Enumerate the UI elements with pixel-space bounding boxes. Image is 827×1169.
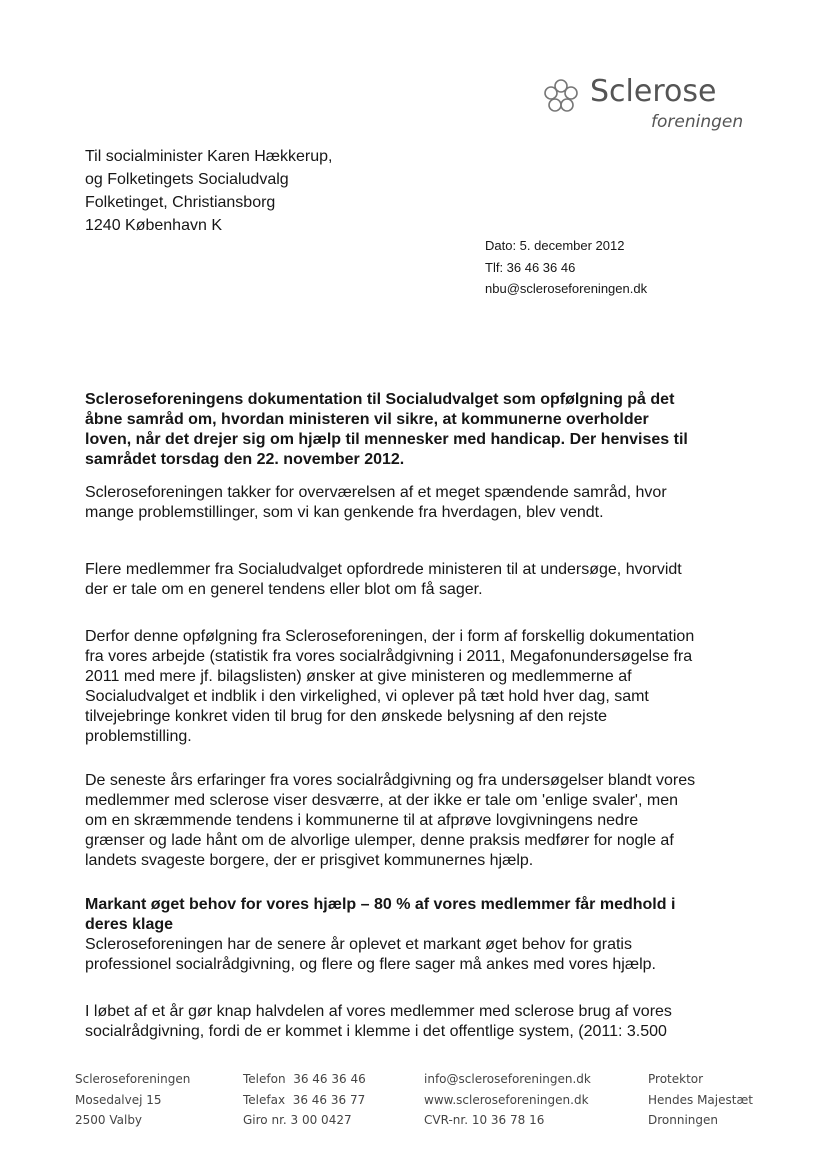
text-line: Flere medlemmer fra Socialudvalget opfordrede ministeren til at undersøge, hvorvidt	[85, 561, 682, 578]
text-line: medlemmer med sclerose viser desværre, at der ikke er tale om 'enlige svaler', men	[85, 792, 678, 809]
address-line: 1240 København K	[85, 217, 222, 234]
text-line: Scleroseforeningens dokumentation til Socialudvalget som opfølgning på det	[85, 391, 675, 408]
address-line: og Folketingets Socialudvalg	[85, 171, 289, 188]
text-line: fra vores arbejde (statistik fra vores socialrådgivning i 2011, Megafonundersøgelse fra	[85, 648, 693, 665]
text-line: tilvejebringe konkret viden til brug for den ønskede belysning af den rejste	[85, 708, 608, 725]
text-line: om en skræmmende tendens i kommunerne til at afprøve lovgivningens nedre	[85, 812, 639, 829]
email: nbu@scleroseforeningen.dk	[485, 281, 648, 296]
text-line: Markant øget behov for vores hjælp – 80 % af vores medlemmer får medhold i	[85, 896, 676, 913]
text-line: Scleroseforeningen har de senere år oplevet et markant øget behov for gratis	[85, 936, 632, 953]
text-line: mange problemstillinger, som vi kan genkende fra hverdagen, blev vendt.	[85, 504, 604, 521]
footer-line: CVR-nr. 10 36 78 16	[424, 1113, 545, 1127]
text-line: samrådet torsdag den 22. november 2012.	[85, 451, 405, 468]
date: Dato: 5. december 2012	[485, 238, 625, 253]
footer-line: Protektor	[648, 1072, 704, 1086]
footer-line: Giro nr. 3 00 0427	[243, 1113, 352, 1127]
text-line: landets svageste borgere, der er prisgivet kommunernes hjælp.	[85, 852, 534, 869]
logo-title: Sclerose	[590, 74, 717, 109]
text-line: I løbet af et år gør knap halvdelen af vores medlemmer med sclerose brug af vores	[85, 1003, 672, 1020]
paragraph-3	[85, 627, 694, 747]
paragraph-5	[85, 935, 656, 975]
footer-line: Telefon 36 46 36 46	[243, 1072, 366, 1086]
footer-email: info@scleroseforeningen.dk	[424, 1072, 591, 1086]
text-line: loven, når det drejer sig om hjælp til mennesker med handicap. Der henvises til	[85, 431, 688, 448]
footer-line: Telefax 36 46 36 77	[243, 1092, 366, 1107]
footer-contact	[424, 1069, 591, 1131]
paragraph-4	[85, 771, 695, 871]
text-line: der er tale om en generel tendens eller blot om få sager.	[85, 581, 483, 598]
footer-address	[75, 1069, 190, 1131]
text-line: professionel socialrådgivning, og flere og flere sager må ankes med vores hjælp.	[85, 956, 656, 973]
footer-protector	[648, 1069, 753, 1131]
address-line: Folketinget, Christiansborg	[85, 194, 276, 211]
section-subheading	[85, 895, 675, 935]
recipient-address	[85, 145, 332, 237]
text-line: Scleroseforeningen takker for overværelsen af et meget spændende samråd, hvor	[85, 484, 667, 501]
text-line: 2011 med mere jf. bilagslisten) ønsker at give ministeren og medlemmerne af	[85, 668, 632, 685]
footer-line: 2500 Valby	[75, 1113, 143, 1127]
paragraph-1	[85, 483, 667, 523]
text-line: problemstilling.	[85, 728, 192, 745]
footer-line: Mosedalvej 15	[75, 1092, 162, 1107]
text-line: åbne samråd om, hvordan ministeren vil sikre, at kommunerne overholder	[85, 411, 649, 428]
letter-meta	[485, 235, 647, 300]
footer-line: Dronningen	[648, 1113, 719, 1127]
address-line: Til socialminister Karen Hækkerup,	[85, 148, 333, 165]
text-line: Socialudvalget et indblik i den virkelighed, vi oplever på tæt hold hver dag, samt	[85, 688, 649, 705]
paragraph-2	[85, 560, 682, 600]
footer-line: Hendes Majestæt	[648, 1092, 753, 1107]
footer-phone	[243, 1069, 366, 1131]
text-line: Derfor denne opfølgning fra Scleroseforeningen, der i form af forskellig dokumentation	[85, 628, 695, 645]
phone: Tlf: 36 46 36 46	[485, 259, 576, 275]
letter-heading	[85, 390, 688, 470]
paragraph-6	[85, 1002, 672, 1042]
footer-line: Scleroseforeningen	[75, 1072, 191, 1086]
flower-knot-icon	[540, 76, 582, 118]
text-line: socialrådgivning, fordi de er kommet i klemme i det offentlige system, (2011: 3.500	[85, 1023, 667, 1040]
text-line: De seneste års erfaringer fra vores socialrådgivning og fra undersøgelser blandt vores	[85, 772, 696, 789]
text-line: deres klage	[85, 916, 174, 933]
footer-website: www.scleroseforeningen.dk	[424, 1092, 589, 1107]
logo-subtitle: foreningen	[651, 112, 744, 132]
text-line: grænser og lade hånt om de alvorlige ulemper, denne praksis medfører for nogle af	[85, 832, 674, 849]
